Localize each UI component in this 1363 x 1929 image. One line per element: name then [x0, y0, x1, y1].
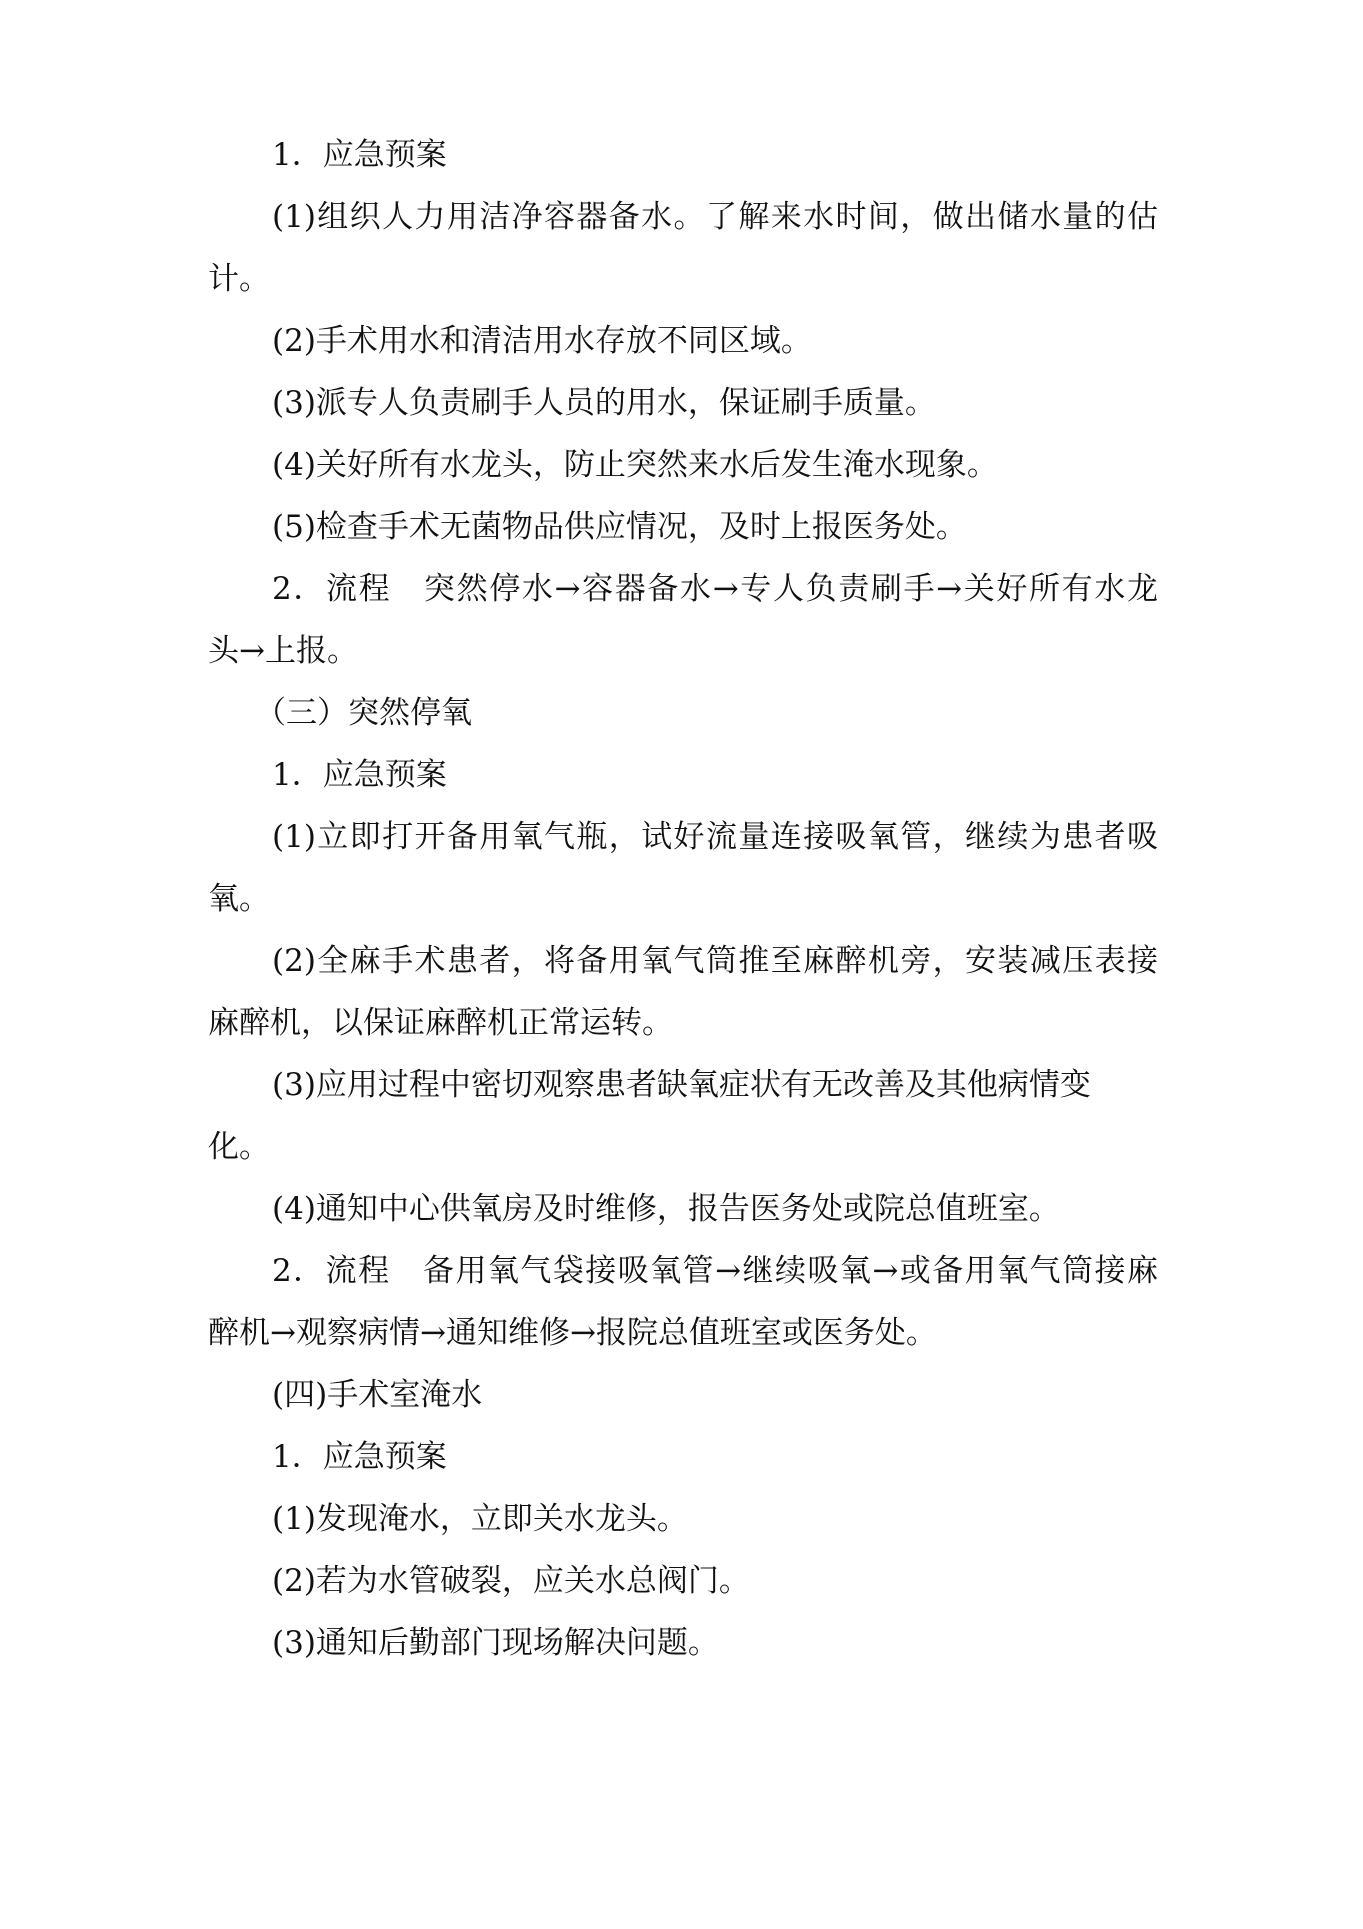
- paragraph-line: 氧。: [208, 881, 270, 917]
- paragraph-line: (4)关好所有水龙头，防止突然来水后发生淹水现象。: [272, 447, 998, 483]
- paragraph-line: 醉机→观察病情→通知维修→报院总值班室或医务处。: [208, 1315, 937, 1351]
- paragraph-line: (5)检查手术无菌物品供应情况，及时上报医务处。: [272, 509, 967, 545]
- paragraph-line: (4)通知中心供氧房及时维修，报告医务处或院总值班室。: [272, 1191, 1060, 1227]
- paragraph-line: 化。: [208, 1129, 270, 1165]
- paragraph-line: 头→上报。: [208, 633, 358, 669]
- subsection-heading-emergency-plan: 1．应急预案: [272, 1439, 447, 1475]
- paragraph-line: (1)发现淹水，立即关水龙头。: [272, 1501, 688, 1537]
- paragraph-line: (3)应用过程中密切观察患者缺氧症状有无改善及其他病情变: [272, 1067, 1091, 1103]
- paragraph-line: (2)全麻手术患者，将备用氧气筒推至麻醉机旁，安装减压表接: [272, 943, 1158, 979]
- paragraph-line: (1)立即打开备用氧气瓶，试好流量连接吸氧管，继续为患者吸: [272, 819, 1158, 855]
- subsection-heading-emergency-plan: 1．应急预案: [272, 757, 447, 793]
- paragraph-line: (2)若为水管破裂，应关水总阀门。: [272, 1563, 750, 1599]
- paragraph-line: 2．流程 备用氧气袋接吸氧管→继续吸氧→或备用氧气筒接麻: [272, 1253, 1158, 1289]
- paragraph-line: (3)通知后勤部门现场解决问题。: [272, 1625, 719, 1661]
- section-heading-operating-room-flooding: (四)手术室淹水: [272, 1377, 483, 1413]
- paragraph-line: 计。: [208, 261, 270, 297]
- paragraph-line: (1)组织人力用洁净容器备水。了解来水时间，做出储水量的估: [272, 199, 1158, 235]
- subsection-heading-emergency-plan: 1．应急预案: [272, 137, 447, 173]
- paragraph-line: (3)派专人负责刷手人员的用水，保证刷手质量。: [272, 385, 936, 421]
- paragraph-line: 2．流程 突然停水→容器备水→专人负责刷手→关好所有水龙: [272, 571, 1158, 607]
- paragraph-line: (2)手术用水和清洁用水存放不同区域。: [272, 323, 812, 359]
- paragraph-line: 麻醉机，以保证麻醉机正常运转。: [208, 1005, 673, 1041]
- section-heading-sudden-oxygen-outage: （三）突然停氧: [255, 695, 472, 731]
